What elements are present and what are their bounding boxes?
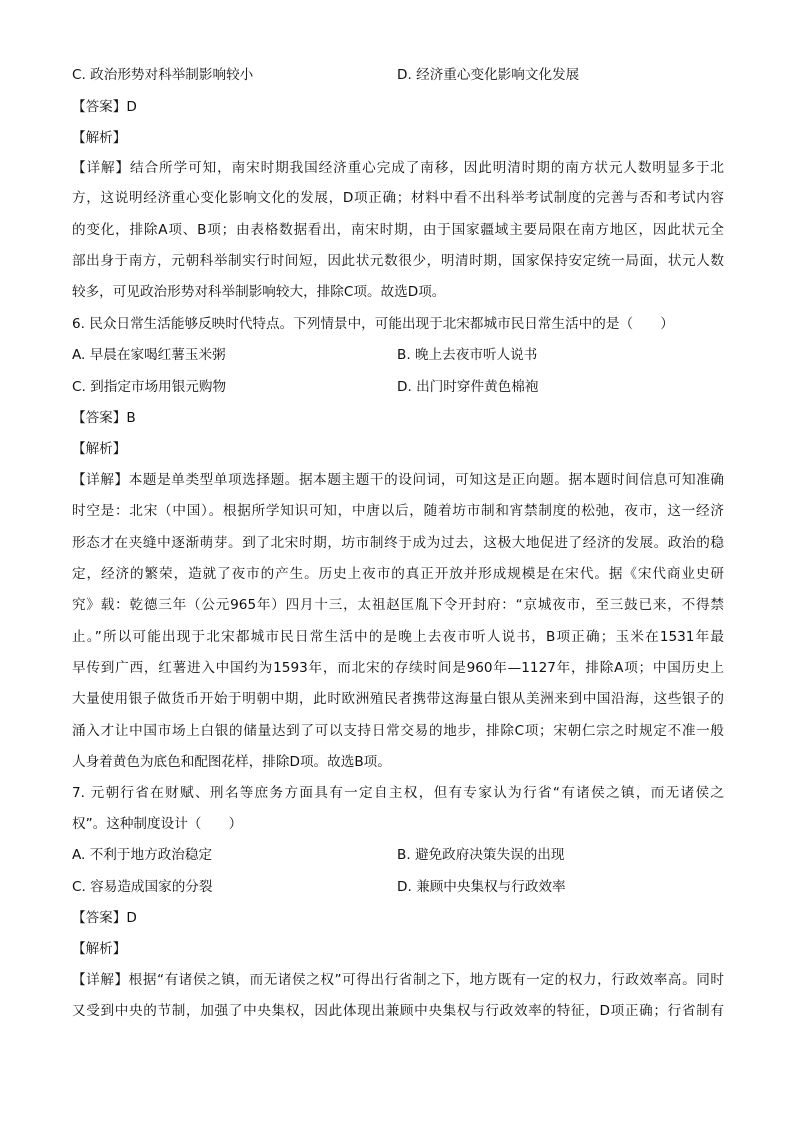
q5-option-d: D. 经济重心变化影响文化发展 <box>397 67 580 83</box>
q5-detail-line: 较多，可见政治形势对科举制影响较大，排除C项。故选D项。 <box>72 284 446 300</box>
q7-detail-line: 又受到中央的节制，加强了中央集权，因此体现出兼顾中央集权与行政效率的特征，D项正确；行省制有 <box>72 1003 724 1019</box>
q6-detail-line: 大量使用银子做货币开始于明朝中期，此时欧洲殖民者携带这海量白银从美洲来到中国沿海，这些银子的 <box>72 691 724 707</box>
q5-detail-line: 方，这说明经济重心变化影响文化的发展，D项正确；材料中看不出科举考试制度的完善与否和考试内容 <box>72 190 724 206</box>
q7-detail-line: 【详解】根据“有诸侯之镇，而无诸侯之权”可得出行省制之下，地方既有一定的权力，行政效率高。同时 <box>72 972 724 988</box>
q7-option-d: D. 兼顾中央集权与行政效率 <box>397 879 566 895</box>
q6-detail-line: 【详解】本题是单类型单项选择题。据本题主题干的设问词，可知这是正向题。据本题时间信息可知准确 <box>72 472 724 488</box>
q6-detail-line: 定，经济的繁荣，造就了夜市的产生。历史上夜市的真正开放并形成规模是在宋代。据《宋代商业史研 <box>72 566 724 582</box>
q5-answer: 【答案】D <box>72 99 137 115</box>
q7-answer: 【答案】D <box>72 910 137 926</box>
q5-detail-line: 的变化，排除A项、B项；由表格数据看出，南宋时期，由于国家疆域主要局限在南方地区，因此状元全 <box>72 222 724 238</box>
q7-stem-line: 7. 元朝行省在财赋、刑名等庶务方面具有一定自主权，但有专家认为行省“有诸侯之镇，而无诸侯之 <box>72 785 724 801</box>
q7-option-a: A. 不利于地方政治稳定 <box>72 847 213 863</box>
q6-detail-line: 形态才在夹缝中逐渐萌芽。到了北宋时期，坊市制终于成为过去，这极大地促进了经济的发展。政治的稳 <box>72 535 724 551</box>
q5-detail-line: 部出身于南方，元朝科举制实行时间短，因此状元数很少，明清时期，国家保持安定统一局面，状元人数 <box>72 253 724 269</box>
q6-detail-line: 早传到广西，红薯进入中国约为1593年，而北宋的存续时间是960年—1127年，排除A项；中国历史上 <box>72 660 724 676</box>
q6-detail-line: 时空是：北宋（中国）。根据所学知识可知，中唐以后，随着坊市制和宵禁制度的松弛，夜市，这一经济 <box>72 503 724 519</box>
q6-option-c: C. 到指定市场用银元购物 <box>72 379 227 395</box>
q6-option-d: D. 出门时穿件黄色棉袍 <box>397 379 539 395</box>
q7-option-c: C. 容易造成国家的分裂 <box>72 879 213 895</box>
q6-option-b: B. 晚上去夜市听人说书 <box>397 347 538 363</box>
q6-answer: 【答案】B <box>72 410 136 426</box>
q7-analysis-heading: 【解析】 <box>72 941 127 957</box>
q6-detail-line: 止。”所以可能出现于北宋都城市民日常生活中的是晚上去夜市听人说书，B项正确；玉米在1531年最 <box>72 629 724 645</box>
q6-detail-line: 究》载：乾德三年（公元965年）四月十三，太祖赵匡胤下令开封府：“京城夜市，至三鼓已来，不得禁 <box>72 597 724 613</box>
q5-detail-line: 【详解】结合所学可知，南宋时期我国经济重心完成了南移，因此明清时期的南方状元人数明显多于北 <box>72 160 724 176</box>
q7-stem-line: 权”。这种制度设计（ ） <box>72 816 243 832</box>
q6-stem: 6. 民众日常生活能够反映时代特点。下列情景中，可能出现于北宋都城市民日常生活中的是（ ） <box>72 316 674 332</box>
q6-detail-line: 涌入才让中国市场上白银的储量达到了可以支持日常交易的地步，排除C项；宋朝仁宗之时规定不准一般 <box>72 723 724 739</box>
q5-option-c: C. 政治形势对科举制影响较小 <box>72 67 254 83</box>
q6-detail-line: 人身着黄色为底色和配图花样，排除D项。故选B项。 <box>72 754 391 770</box>
q5-analysis-heading: 【解析】 <box>72 130 127 146</box>
q7-option-b: B. 避免政府决策失误的出现 <box>397 847 565 863</box>
q6-analysis-heading: 【解析】 <box>72 441 127 457</box>
q6-option-a: A. 早晨在家喝红薯玉米粥 <box>72 347 226 363</box>
